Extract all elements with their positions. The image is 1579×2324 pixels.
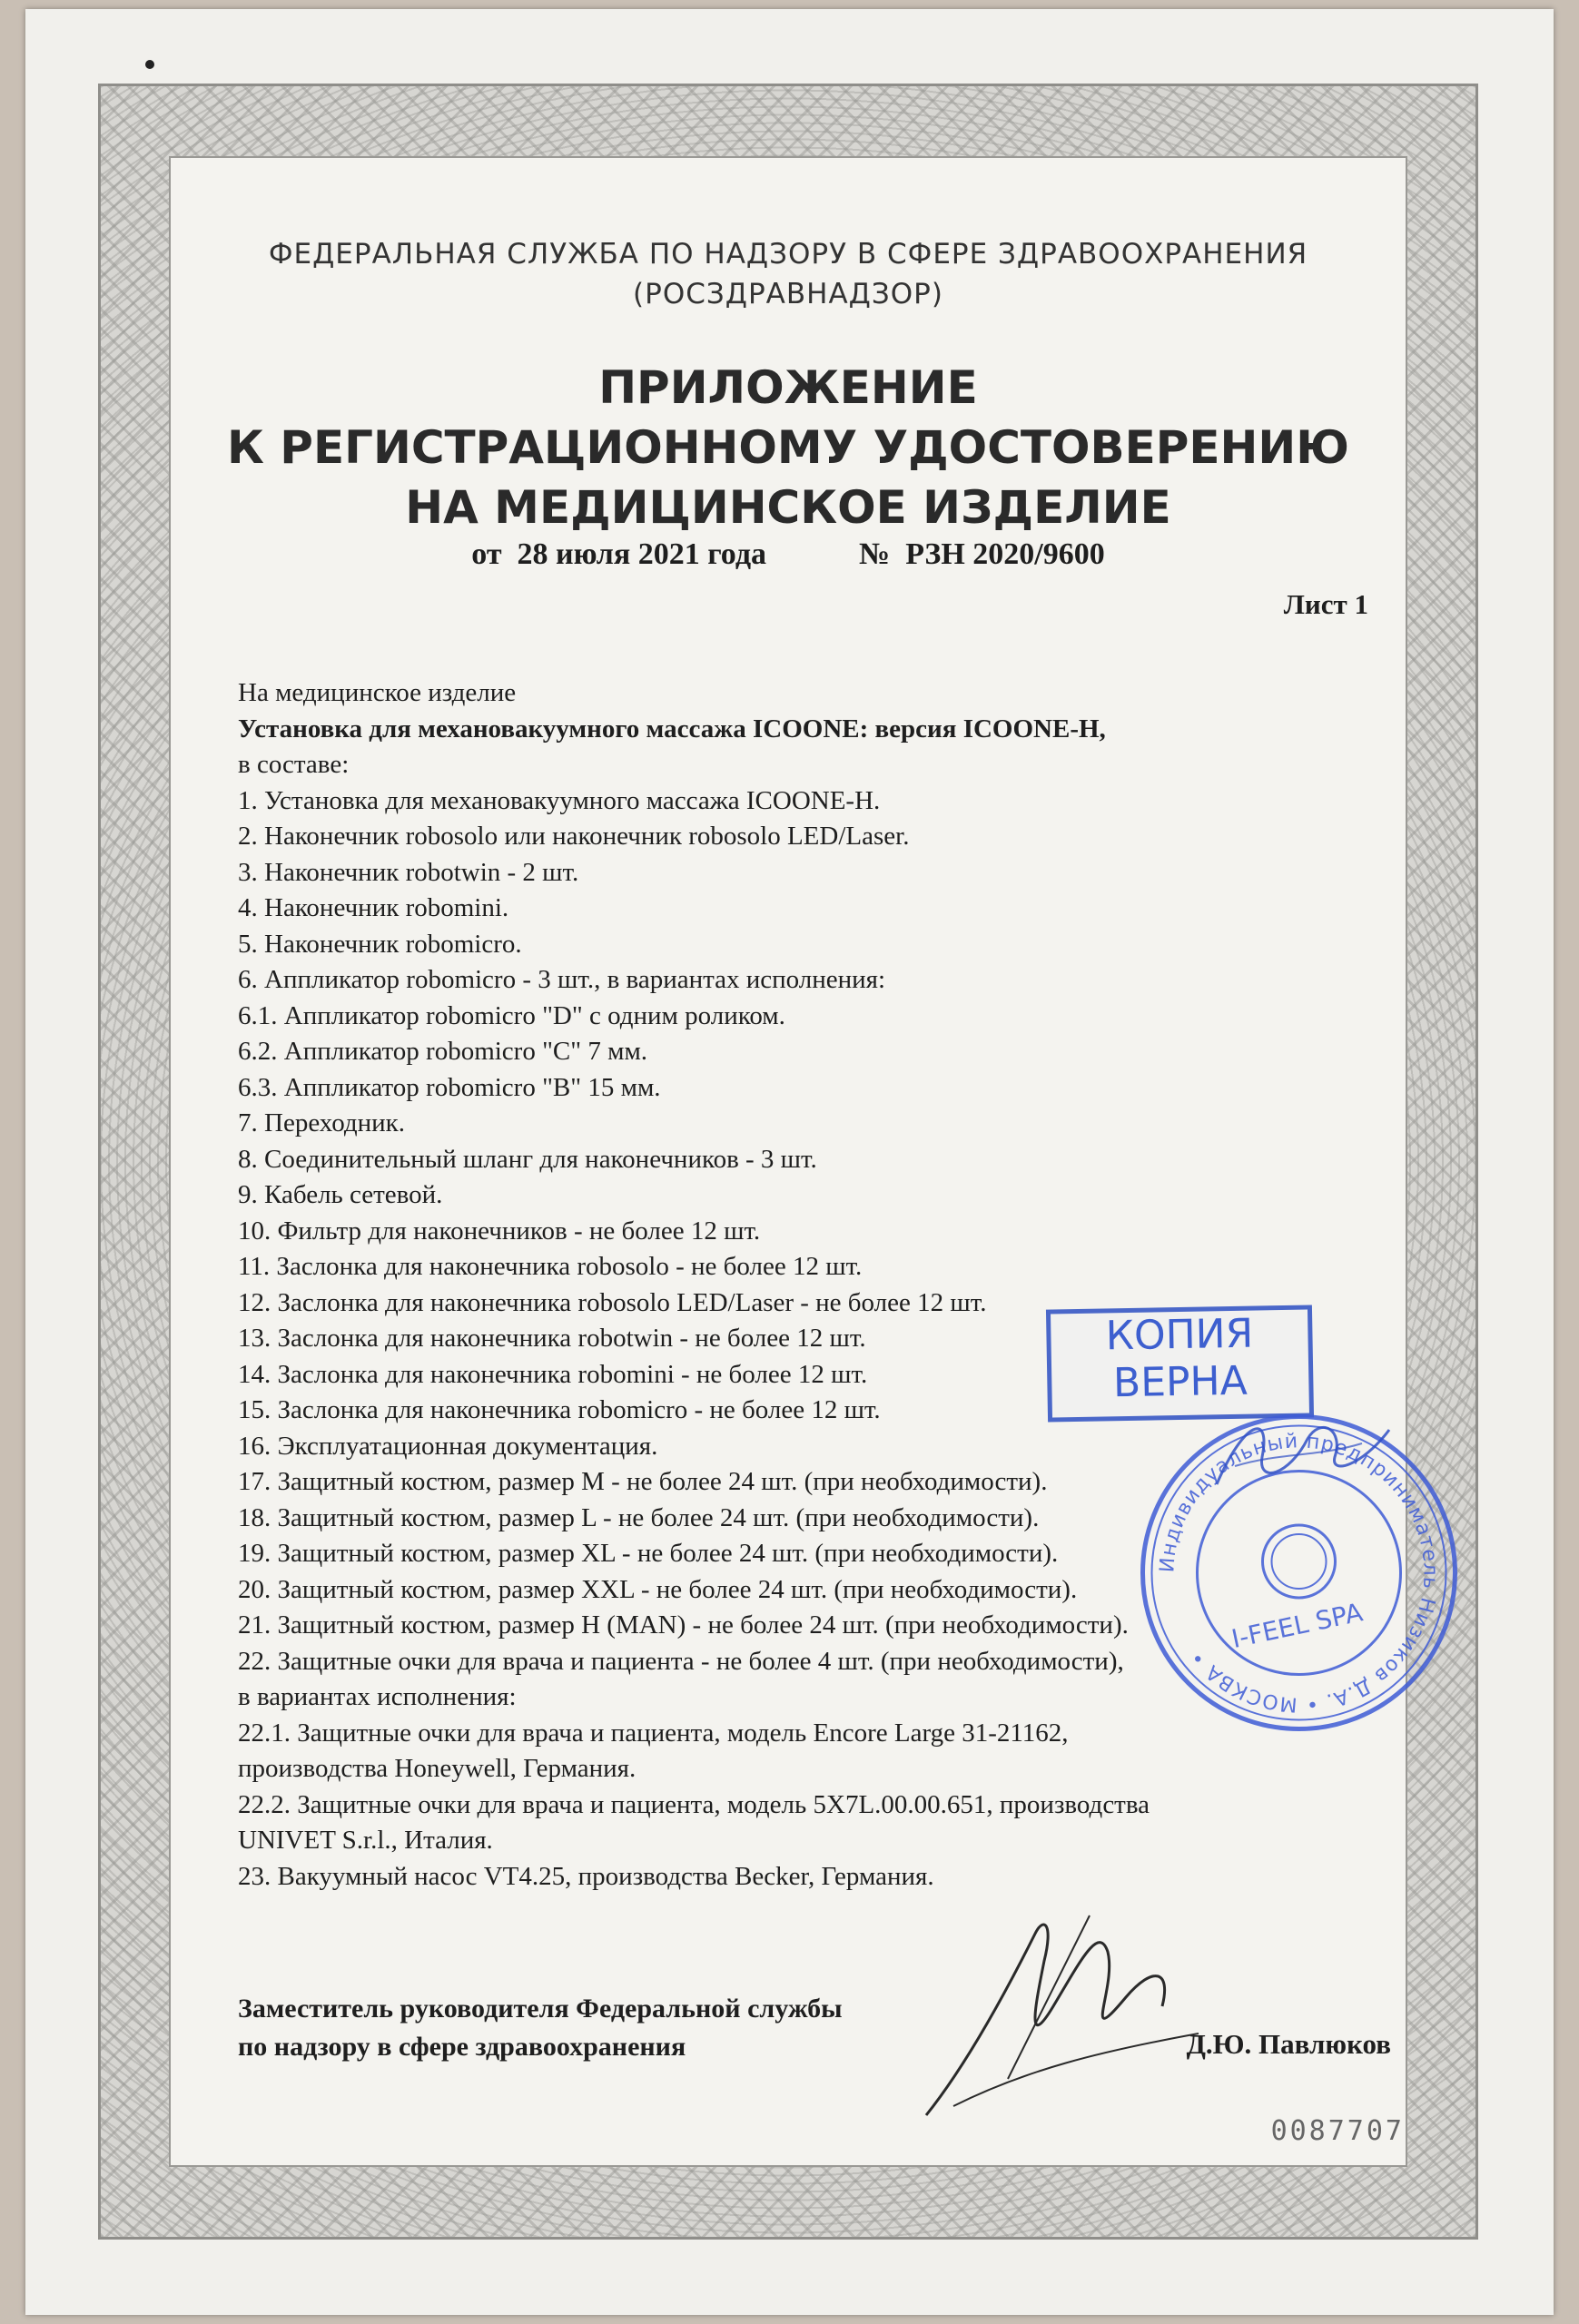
blue-ink-signature (1208, 1403, 1398, 1512)
composition-item: 7. Переходник. (238, 1108, 405, 1137)
stamp-copy-line-2: ВЕРНА (1112, 1357, 1248, 1407)
product-name: Установка для механовакуумного массажа ICOONE: версия ICOONE-H, (238, 714, 1106, 743)
intro-line: На медицинское изделие (238, 678, 517, 707)
composition-item: 6. Аппликатор robomicro - 3 шт., в вариантах исполнения: (238, 965, 886, 994)
seal-ring-text: Индивидуальный предприниматель Низиков Д.А. • МОСКВА • (1156, 1430, 1442, 1716)
composition-item: 9. Кабель сетевой. (238, 1180, 443, 1209)
composition-item: 8. Соединительный шланг для наконечников - 3 шт. (238, 1144, 817, 1174)
composition-item: 16. Эксплуатационная документация. (238, 1431, 658, 1461)
date-and-registration-number: от 28 июля 2021 года № РЗН 2020/9600 (471, 537, 1105, 571)
composition-item: UNIVET S.r.l., Италия. (238, 1826, 493, 1855)
signatory-position-line-1: Заместитель руководителя Федеральной службы (238, 1994, 843, 2024)
composition-item: 13. Заслонка для наконечника robotwin - не более 12 шт. (238, 1324, 866, 1353)
composition-item: производства Honeywell, Германия. (238, 1754, 637, 1783)
composition-item: 14. Заслонка для наконечника robomini - не более 12 шт. (238, 1359, 868, 1389)
composition-item: 12. Заслонка для наконечника robosolo LED/Laser - не более 12 шт. (238, 1287, 987, 1317)
composition-item: 22.1. Защитные очки для врача и пациента, модель Encore Large 31-21162, (238, 1718, 1069, 1748)
composition-item: 1. Установка для механовакуумного массажа ICOONE-H. (238, 785, 881, 815)
signatory-name: Д.Ю. Павлюков (1186, 2028, 1391, 2060)
document-title-line-3: НА МЕДИЦИНСКОЕ ИЗДЕЛИЕ (405, 481, 1171, 534)
composition-item: 6.2. Аппликатор robomicro "C" 7 мм. (238, 1037, 648, 1066)
composition-item: 15. Заслонка для наконечника robomicro - не более 12 шт. (238, 1395, 881, 1424)
composition-item: 6.1. Аппликатор robomicro "D" с одним роликом. (238, 1000, 785, 1030)
composition-label: в составе: (238, 750, 350, 779)
composition-item: 4. Наконечник robomini. (238, 893, 509, 922)
composition-item: 22. Защитные очки для врача и пациента - не более 4 шт. (при необходимости), (238, 1646, 1124, 1676)
stamp-copy-line-1: КОПИЯ (1105, 1310, 1254, 1360)
composition-item: 17. Защитный костюм, размер M - не более 24 шт. (при необходимости). (238, 1467, 1048, 1496)
agency-abbreviation: (РОСЗДРАВНАДЗОР) (633, 278, 943, 310)
form-serial-number: 0087707 (1270, 2115, 1405, 2147)
composition-item: 21. Защитный костюм, размер H (MAN) - не более 24 шт. (при необходимости). (238, 1610, 1129, 1640)
document-title-line-2: К РЕГИСТРАЦИОННОМУ УДОСТОВЕРЕНИЮ (227, 421, 1349, 474)
composition-item: 6.3. Аппликатор robomicro "B" 15 мм. (238, 1072, 661, 1102)
composition-item: в вариантах исполнения: (238, 1682, 517, 1711)
composition-item: 5. Наконечник robomicro. (238, 929, 522, 959)
document-title-line-1: ПРИЛОЖЕНИЕ (598, 361, 978, 414)
composition-item: 18. Защитный костюм, размер L - не более 24 шт. (при необходимости). (238, 1502, 1040, 1532)
composition-item: 10. Фильтр для наконечников - не более 12 шт. (238, 1216, 761, 1246)
seal-center-text: I-FEEL SPA (1229, 1597, 1366, 1655)
signatory-position-line-2: по надзору в сфере здравоохранения (238, 2032, 686, 2062)
composition-item: 2. Наконечник robosolo или наконечник robosolo LED/Laser. (238, 822, 910, 851)
agency-name: ФЕДЕРАЛЬНАЯ СЛУЖБА ПО НАДЗОРУ В СФЕРЕ ЗДРАВООХРАНЕНИЯ (268, 238, 1308, 271)
official-signature (899, 1897, 1226, 2133)
composition-item: 11. Заслонка для наконечника robosolo - не более 12 шт. (238, 1252, 863, 1281)
composition-item: 23. Вакуумный насос VT4.25, производства Becker, Германия. (238, 1861, 934, 1891)
composition-item: 3. Наконечник robotwin - 2 шт. (238, 857, 579, 887)
sheet-number: Лист 1 (1283, 588, 1368, 620)
composition-item: 20. Защитный костюм, размер XXL - не более 24 шт. (при необходимости). (238, 1574, 1078, 1604)
ink-dot (145, 60, 154, 69)
composition-item: 22.2. Защитные очки для врача и пациента, модель 5X7L.00.00.651, производства (238, 1789, 1150, 1819)
signatory-position (238, 1990, 843, 2066)
composition-item: 19. Защитный костюм, размер XL - не более 24 шт. (при необходимости). (238, 1539, 1059, 1568)
